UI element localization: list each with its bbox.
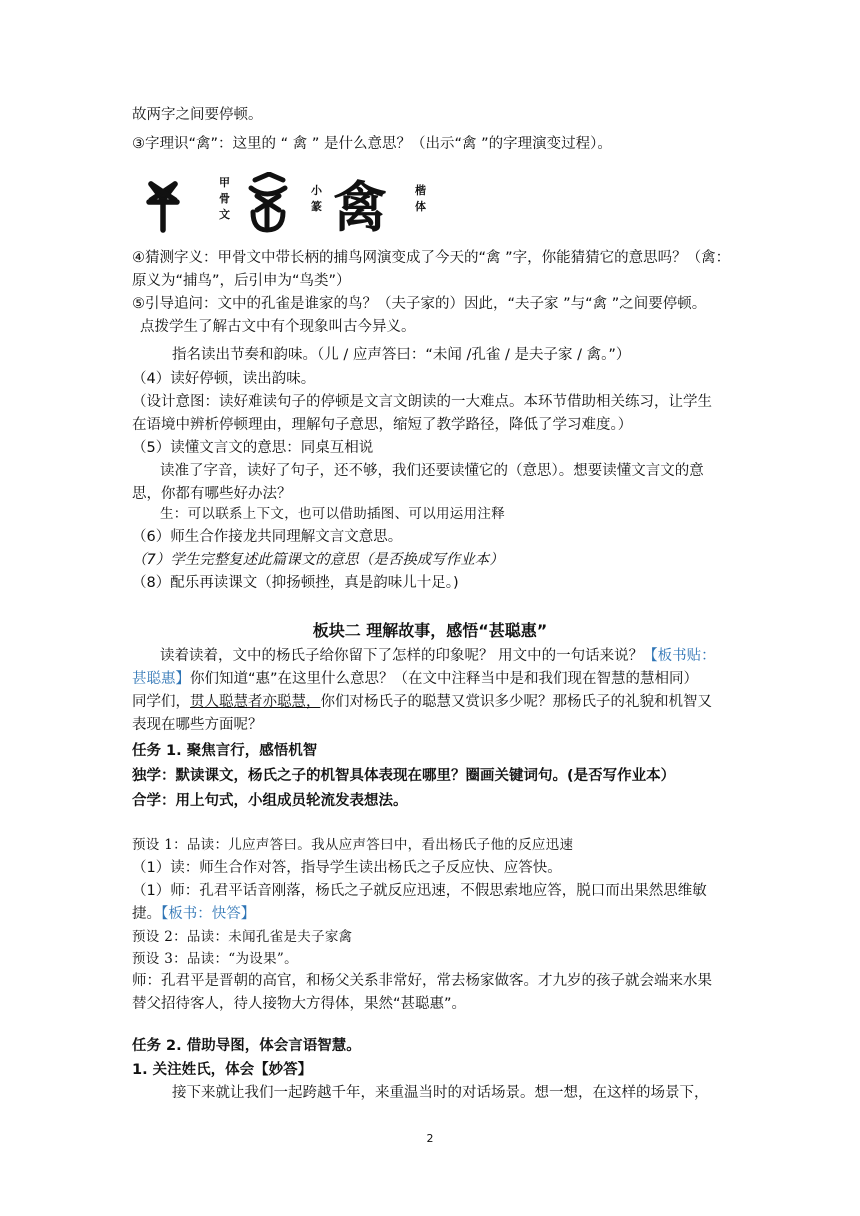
text-line: ⑤引导追问：文中的孔雀是谁家的鸟？（夫子家的）因此，“夫子家 ”与“禽 ”之间要停顿。 <box>132 296 707 312</box>
text-line: ④猜测字义：甲骨文中带长柄的捕鸟网演变成了今天的“禽 ”字，你能猜猜它的意思吗？（禽： <box>132 250 731 266</box>
figure-label: 体 <box>415 200 426 213</box>
text-span: 你们对杨氏子的聪慧又赏识多少呢？那杨氏子的礼貌和机智又 <box>320 694 712 710</box>
text-line: 预设 3：品读：“为设果”。 <box>132 951 298 967</box>
text-line: 读准了字音，读好了句子，还不够，我们还要读懂它的（意思）。想要读懂文言文的意 <box>160 463 704 479</box>
figure-label: 文 <box>219 208 230 221</box>
text-line: 预设 1：品读：儿应声答曰。我从应声答曰中，看出杨氏子他的反应迅速 <box>132 837 574 853</box>
text-line: 指名读出节奏和韵味。（儿 / 应声答曰：“未闻 /孔雀 / 是夫子家 / 禽。”） <box>172 347 631 363</box>
page-number: 2 <box>426 1132 434 1145</box>
text-line: （5）读懂文言文的意思：同桌互相说 <box>132 440 374 456</box>
text-span: 1. 关注姓氏，体会 <box>132 1062 255 1078</box>
text-span: （7）学生完整复述此篇课文的意思 <box>132 552 359 568</box>
character-evolution-figure <box>143 172 443 234</box>
text-span: （是否换成写作业本） <box>358 552 504 568</box>
text-line <box>132 1059 312 1081</box>
text-span: 你们知道“惠”在这里什么意思？（在文中注释当中是和我们现在智慧的慧相同） <box>190 671 699 687</box>
task-heading: 任务 2. 借助导图，体会言语智慧。 <box>132 1038 361 1054</box>
text-line: 师：孔君平是晋朝的高官，和杨父关系非常好，常去杨家做客。才九岁的孩子就会端来水果 <box>132 973 712 989</box>
text-line: 表现在哪些方面呢？ <box>132 717 263 733</box>
text-line: 生：可以联系上下文，也可以借助插图、可以用运用注释 <box>160 506 505 522</box>
text-line <box>132 903 255 925</box>
regular-script-glyph: 禽 <box>333 175 387 234</box>
figure-label: 小 <box>311 184 322 197</box>
text-line <box>132 549 504 571</box>
text-line: （1）读：师生合作对答，指导学生读出杨氏之子反应快、应答快。 <box>132 860 562 876</box>
text-span: 捷。 <box>132 906 161 922</box>
text-line: （4）读好停顿，读出韵味。 <box>132 371 316 387</box>
text-line: （8）配乐再读课文（抑扬顿挫，真是韵味儿十足。) <box>132 575 459 591</box>
text-line <box>132 668 698 690</box>
text-line: 接下来就让我们一起跨越千年，来重温当时的对话场景。想一想，在这样的场景下， <box>172 1085 709 1101</box>
text-line: 故两字之间要停顿。 <box>132 107 263 123</box>
board-note: 】 <box>175 671 190 687</box>
text-line: （6）师生合作接龙共同理解文言文意思。 <box>132 529 403 545</box>
underlined-phrase: 贯人聪慧者亦聪慧， <box>190 694 321 710</box>
board-note: 【板书贴： <box>643 648 716 664</box>
board-note: 甚聪惠 <box>132 671 176 687</box>
text-span: 读着读着，文中的杨氏子给你留下了怎样的印象呢？ 用文中的一句话来说？ <box>160 648 644 664</box>
text-line: 原义为“捕鸟”，后引申为“鸟类”） <box>132 273 351 289</box>
figure-label: 篆 <box>311 200 322 213</box>
text-line: 独学：默读课文，杨氏之子的机智具体表现在哪里？圈画关键词句。(是否写作业本） <box>132 768 676 784</box>
text-line: 预设 2：品读：未闻孔雀是夫子家禽 <box>132 929 353 945</box>
figure-label: 楷 <box>415 184 426 197</box>
text-line <box>160 645 716 667</box>
oracle-bone-glyph <box>149 184 177 230</box>
text-line: 点拨学生了解古文中有个现象叫古今异义。 <box>140 319 416 335</box>
text-line: 合学：用上句式，小组成员轮流发表想法。 <box>132 793 408 809</box>
text-line: 思，你都有哪些好办法？ <box>132 486 292 502</box>
figure-label: 骨 <box>219 192 230 205</box>
task-heading: 任务 1. 聚焦言行，感悟机智 <box>132 743 318 759</box>
text-span: 【妙答】 <box>254 1062 313 1078</box>
text-line <box>132 691 712 713</box>
text-line: （1）师：孔君平话音刚落，杨氏之子就反应迅速，不假思索地应答，脱口而出果然思维敏 <box>132 883 707 899</box>
figure-label: 甲 <box>219 176 230 189</box>
text-line: 在语境中辨析停顿理由，理解句子意思，缩短了教学路径，降低了学习难度。） <box>132 417 633 433</box>
section-title: 板块二 理解故事，感悟“甚聪惠” <box>312 621 548 640</box>
seal-script-glyph <box>251 174 285 230</box>
board-note: 【板书：快答】 <box>161 906 256 922</box>
text-line: （设计意图：读好难读句子的停顿是文言文朗读的一大难点。本环节借助相关练习，让学生 <box>132 394 712 410</box>
text-line: ③字理识“禽”：这里的 “ 禽 ” 是什么意思？（出示“禽 ”的字理演变过程）。 <box>132 136 612 152</box>
text-span: 同学们， <box>132 694 190 710</box>
text-line: 替父招待客人，待人接物大方得体，果然“甚聪惠”。 <box>132 996 467 1012</box>
